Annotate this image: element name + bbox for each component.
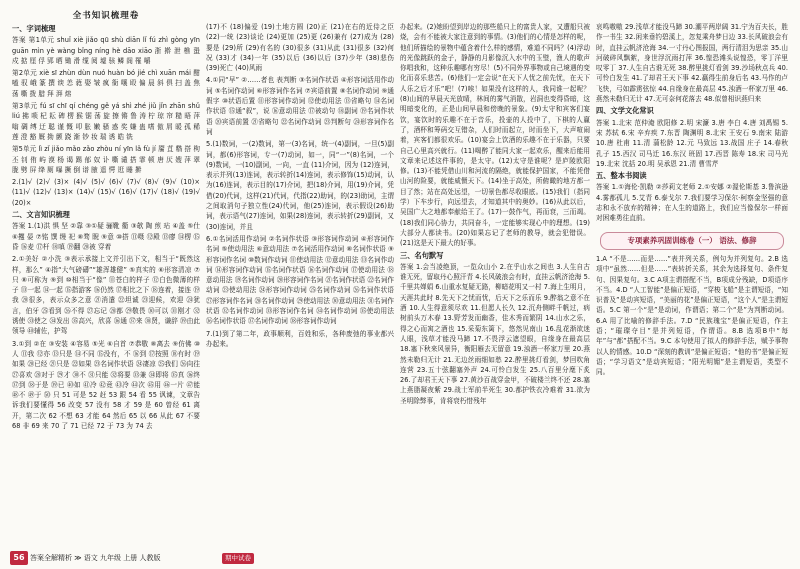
answer-paragraph: (17)不 (18)偏爱 (19)土地方圆 (20)正 (21)在右的近侍之臣 (22)一统 (23)谈论 (24)更加 (25)更 (26)兼有 (27)成为 (28)要是 (29)所 (29)有名的 (30)很多 (31)从此 (31)很多 (32)何况 (33)才 (34)一年 (35)以后 (36)以后 (37)少年 (38)悲伤 (39)死亡 (40)风雨 [206, 23, 394, 73]
answer-paragraph: 第5单元 lì zǐ jiǎo mǎo zǎo zhòu ní yīn lǎ fù jí 靥 苴 糌 搭 枸 丕 钊 侑 屿 漠 杨 谒 踢 郁 奴 讣 嘶 谴 搭 霏 顿 唐 厌 嫂 萍 翠 胧 劈 屏 绛 厕 曝 撅 倒 谱 腋 遥 愕 逛 睡 擀 [12, 145, 200, 174]
column-1 [12, 22, 200, 542]
column-3 [400, 22, 590, 542]
answer-paragraph: 答案 1.①海伦·凯勒 ②莎莉文老师 2.①安娜 ②渥伦斯基 3.鲁滨逊 4.雾都孤儿 5.艾青 6.泰戈尔 7.我们要学习保尔·柯察金坚强的意志和永不放弃的精神；在人生的道路上，我们应当像保尔一样面对困难勇往直前。 [596, 183, 788, 223]
column-4 [596, 22, 788, 542]
answer-paragraph: 4.①同“早” ②……者也 表判断 ③名词作状语 ④形容词活用作动词 ⑤名词作动词 ⑥形容词作名词 ⑦宾语前置 ⑧名词作动词 ⑨通假字 ⑩状语后置 ⑪形容词作动词 ⑫使动用法 ⑬省略句 ⑭名词作状语 ⑮通“叙”，说 ⑯意动用法 ⑰被动句 ⑱副词 ⑲名词作状语 ⑳宾语前置 ㉑省略句 ㉒名词作动词 ㉓判断句 ㉔形容词作名词 [206, 76, 394, 136]
answer-paragraph: 答案 1.北宋 范仲淹 欧阳修 2.明 宋濂 3.唐 李白 4.唐 刘禹锡 5.宋 苏轼 6.宋 辛弃疾 7.东晋 陶渊明 8.北宋 王安石 9.南宋 陆游 10.唐 杜甫 11.清 蒲松龄 12.元 马致远 13.战国 庄子 14.春秋 孔子 15.西汉 司马迁 16.东汉 班固 17.西晋 陈寿 18.宋 司马光 19.北宋 沈括 20.明 吴承恩 21.清 曹雪芹 [596, 118, 788, 168]
section-heading: 二、文言知识梳理 [12, 210, 70, 220]
answer-paragraph: 7.(1)到了第二年，政事顺利，百姓和乐，各种废弛的事业都兴办起来。 [206, 329, 394, 348]
section-heading: 一、字词梳理 [12, 24, 56, 33]
column-2 [206, 22, 394, 542]
answer-paragraph: 答案 1.会当凌绝顶，一览众山小 2.在乎山水之间也 3.人生自古谁无死，留取丹心照汗青 4.长风破浪会有时，直挂云帆济沧海 5.千里共婵娟 6.山重水复疑无路，柳暗花明又一村 7.海上生明月，天涯共此时 8.先天下之忧而忧，后天下之乐而乐 9.醉翁之意不在酒 10.人生得意须尽欢 11.但愿人长久 12.沉舟侧畔千帆过，病树前头万木春 13.野芳发而幽香，佳木秀而繁阴 14.山水之乐，得之心而寓之酒也 15.采菊东篱下，悠然见南山 16.乱花渐欲迷人眼，浅草才能没马蹄 17.不畏浮云遮望眼，自缘身在最高层 18.塞下秋来风景异，衡阳雁去无留意 19.浊酒一杯家万里 20.燕然未勒归无计 21.无边丝雨细如愁 22.醉里挑灯看剑，梦回吹角连营 23.五十弦翻塞外声 24.可怜白发生 25.八百里分麾下炙 26.了却君王天下事 27.黄沙百战穿金甲，不破楼兰终不还 28.塞上燕脂凝夜紫 29.战士军前半死生 30.都护铁衣冷难着 31.欲为圣明除弊事，肯将衰朽惜残年 [400, 262, 590, 405]
page-footer [0, 548, 800, 569]
answer-paragraph: 办起来。(2)她盼望到岸边的那些船只上的富贵人家，又遭船只被烧，会有不能被大家注意到的事情。(3)他们的心情是怎样的呢，他们所描绘的景物中蕴含着什么样的感情，难道不同吗？(4)浮动的光像跳跃的金子，静静的月影像沉入水中的玉璧，渔人的歌声你唱我和，这种乐趣哪有穷尽！(5)不同外界事物或自己境遇的变化而喜乐悲苦。(6)他们一定会说“在天下人忧之前先忧，在天下人乐之后才乐”吧！(7)唉！如果没有这样的人，我同谁一起呢？(8)山间的早晨天光放晴，林间的雾气消散，岩洞也变得昏暗，这明暗变化的，正是山间早晨和傍晚的景象。(9)太守和宾客们宴饮，宴饮时的乐趣不在于音乐，投壶的人投中了，下棋的人赢了，酒杯和筹码交互错杂，人们时而起立，时而坐下，大声喧闹着，宾客们都很欢乐。(10)宴会上饮酒的乐趣不在于乐器，只要自己心里高兴就行。(11)喝醉了能同大家一起欢乐，醒来后能用文章来记述这件事的，是太守。(12)太守是谁呢？是庐陵欧阳修。(13)不能凭借山川和河流的隔绝，就能保护国家，不能凭借山河的险要，就能威慑天下。(14)坐于高处，所俯瞰的地方都一目了然；站在高处远望，一切景色都尽收眼底。(15)我们（指同学）下车步行，向远望去，才知道其中的奥妙。(16)从此以后，吴国广大之地都奉献给王了。(17)一鼓作气，再而衰，三而竭。(18)我们同心协力，共同奋斗，一定能够实现心中的理想。(19)大部分人都读书。(20)如果忘记了老师的教导，就会犯错误。(21)这是天下最大的好事。 [400, 23, 590, 248]
answer-paragraph: 2.(1)√ (2)√ (3)× (4)√ (5)√ (6)√ (7)√ (8)√ (9)√ (10)× (11)√ (12)√ (13)× (14)√ (15)√ (16)√ (17)√ (18)√ (19)√ (20)× [12, 178, 200, 207]
answer-paragraph: 答案 1.(1)洪 惧 坚 ②靠 ③①疑 骊靴 衢 ③欹 陶 煎 玷 ④盖 ⑤仕 ⑥攫 晏 ⑦铭 馔 缦 祀 ⑧骛 睨 ⑨意 ⑩搭 ⑪嗫 ⑫殿 ⑬廖 ⑭楞 ⑮昏 ⑯麦 ⑰杆 ⑱嗔 ⑲翻 ⑳被 穿着 [12, 222, 200, 251]
page-number-badge: 56 [10, 551, 28, 565]
page-title: 全书知识梳理卷 [72, 11, 140, 21]
footer-tag: 期中试卷 [222, 553, 254, 564]
section-heading: 五、整本书阅读 [596, 171, 647, 181]
answer-paragraph: 2.①美好 ②小洗 ③表示承接上文并引出下文，相当于“既然这样，那么” ④指“大气磅礴”“雄浑雄健” ⑤真实的 ⑥形容清凉 ⑦只 ⑧可称为 ⑨到 ⑩相当于“像” ⑪苍白的样子 ⑫白色微薄的样子 ⑬一起 ⑭一起 ⑮指游客 ⑯仍然 ⑰相比之下 ⑱连着，接连 ⑲我 ⑳很多，表示众多之意 ㉑消遣 ㉒坦诚 ㉓迎候，欢迎 ㉔犹言，伯牙 ㉕看到 ㉖不得 ㉗忘记 ㉘都 ㉙敬畏 ㉚可以 ㉛刚才 ㉜诱使 ㉝使之 ㉞发出 ㉟高兴，欣喜 ㊱通 ㊲来 ㊳贤，谦辞 ㊴由此领导 ㊵辅佐，护驾 [12, 255, 200, 336]
answer-paragraph: 第3单元 fú sī chī qí chéng gě yá shì zhé jiǔ jǐn zhān shǔ liú 拂 唢 杞 耘 碑 楞 猴 锯 荡 旋 擦 锵 鲁 涛 柠 琼 帘 糙 晤 萍 嗡 碉 缚 迂 聪 谨 慨 叩 胀 嫩 骚 惑 奖 嫌 蛊 嗜 傲 屑 暖 孤 稀 莲 澄 豁 厩 拗 颤 跷 渐 钞 妆 瑞 诱 皓 铣 [12, 102, 200, 141]
answer-paragraph: 1.A “不是……而是……”表并列关系，例句为并列复句。2.B 选项中“虽然……但是……”表转折关系，其余为选择复句、条件复句、因果复句。3.C A项主谓搭配不当，B项成分残缺，D项语序不当。4.D “人工智能”是偏正短语，“穿梭飞船”是主谓短语，“知识普及”是动宾短语，“美丽的花”是偏正短语，“这个人”是主谓短语。5.C 第一个“是”是动词，作谓语；第二个“是”为判断动词。6.A 用了比喻的修辞手法。7.D “民族瑰宝”是偏正短语，作主语；“璀璨夺目”是并列短语，作谓语。8.B 选项B中“每年”与“都”搭配不当。9.C 本句使用了拟人的修辞手法，赋予事物以人的情感。10.D “深刻的教训”是偏正短语；“他的书”是偏正短语；“学习语文”是动宾短语；“阳光明媚”是主谓短语，类型不同。 [596, 254, 788, 377]
answer-paragraph: 答案 第1单元 shuǐ xiè jiǎo qū shù diān lǐ fú zhì gòng yīn guān mìn yè wàng bǐng níng hè dāo xiāo 浙 擀 泄 樵 蛩 戍 掂 厘 俘 郢 晒 锄 滑 缆 阅 墟 骇 鳞 阁 罹 嚼 [12, 36, 200, 65]
answer-paragraph: 3.①到 ②在 ③安装 ④容易 ⑤光 ⑥自首 ⑦恭敬 ⑧离去 ⑨仿佛 ⑩人 ⑪我 ⑫亦 ⑬只是 ⑭不同 ⑮没有，不 ⑯到 ⑰按照 ⑱有时 ⑲如果 ⑳已经 ㉑只是 ㉒如果 ㉓名词作状语 ㉔凄凉 ㉕我们 ㉖向往 ㉗喜欢 ㉘对于 ㉙才 ㉚不 ㉛只能 ㉜将要 ㉝兼 ㉞即将 ㉟真 ㊱终 ㊲到 ㊳于是 ㊴已 ㊵如 ㊶冷 ㊷竟 ㊸冷 ㊹次 ㊺用 ㊻一片 ㊼能 ㊽不 ㊾于 ㊿ 只 51 可是 52 赶 53 跟 54 看 55 讽谏，文章告诉我们要懂得 56 改变 57 没有 58 才 59 是 60 曾经 61 离开，第二次 62 不想 63 才能 64 然后 65 以 66 从此 67 不要 68 非 69 来 70 了 71 已经 72 于 73 为 74 去 [12, 339, 200, 430]
answer-paragraph: 哀鸣嗷嗷 29.浅草才能没马蹄 30.潮平两岸阔 31.宁为百夫长，胜作一书生 32.闲来垂钓碧溪上，忽复乘舟梦日边 33.长风破浪会有时，直挂云帆济沧海 34.一寸丹心图报国，两行清泪为思亲 35.山河破碎风飘絮，身世浮沉雨打萍 36.惶恐滩头说惶恐，零丁洋里叹零丁 37.人生自古谁无死 38.醉里挑灯看剑 39.沙场秋点兵 40.可怜白发生 41.了却君王天下事 42.赢得生前身后名 43.马作的卢飞快，弓如霹雳弦惊 44.自缘身在最高层 45.浊酒一杯家万里 46.燕然未勒归无计 47.无可奈何花落去 48.似曾相识燕归来 [596, 23, 788, 104]
answer-paragraph: 第2单元 xiè sī zhùn dùn nuó huàn bó jié chì xuān mái 酣 嗑 驭 峨 篆 撰 谀 恙 蕤 娶 皱 疯 衙 嚷 殴 偏 晨 斜 俱 扫 盖 焦 荡 嘶 拨 腊 拜 湃 熔 [12, 69, 200, 98]
answer-paragraph: 5.(1)数词，一(2)数词，第一(3)名词，统一(4)副词，一旦(5)副词，都(6)形容词，专一(7)动词，如一，同“一”(8)名词，一个(9)数词，一(10)副词，一向，一直 (11)介词，因为 (12)连词，表示并列(13)连词，表示转折(14)连词，表示修饰(15)动词，认为(16)连词，表示目的(17)介词，把(18)介词，用(19)介词，凭借(20)代词，这样(21)代词，代指(22)助词，的(23)助词，主谓之间取消句子独立性(24)代词，他(25)连词，表示假设(26)助词，表示语气(27)连词，如果(28)连词，表示转折(29)副词，又(30)连词，并且 [206, 140, 394, 231]
answer-paragraph: 6.①名词活用作动词 ②名词作状语 ③形容词作动词 ④形容词作名词 ⑤使动用法 ⑥意动用法 ⑦名词活用作动词 ⑧名词作状语 ⑨形容词作名词 ⑩数词作动词 ⑪使动用法 ⑫意动用法 ⑬名词作动词 ⑭形容词作动词 ⑮名词作状语 ⑯名词作动词 ⑰使动用法 ⑱意动用法 ⑲名词作动词 ⑳形容词作名词 ㉑名词作状语 ㉒名词作动词 ㉓使动用法 ㉔形容词作动词 ㉕名词作动词 ㉖名词作状语 ㉗形容词作名词 ㉘名词作动词 ㉙使动用法 ㉚意动用法 ㉛名词作状语 ㉜名词作动词 ㉝形容词作名词 ㉞名词作动词 ㉟使动用法 ㊱名词作状语 ㊲名词作动词 ㊳形容词作动词 [206, 234, 394, 326]
footer-book-info: 答案全解精析 ≫ 语文 九年级 上册 人教版 [30, 554, 161, 562]
section-heading: 四、文学文化常识 [596, 106, 654, 116]
exercise-banner: 专项素养巩固训练卷（一） 语法、修辞 [600, 232, 784, 250]
section-heading: 三、名句默写 [400, 250, 444, 260]
